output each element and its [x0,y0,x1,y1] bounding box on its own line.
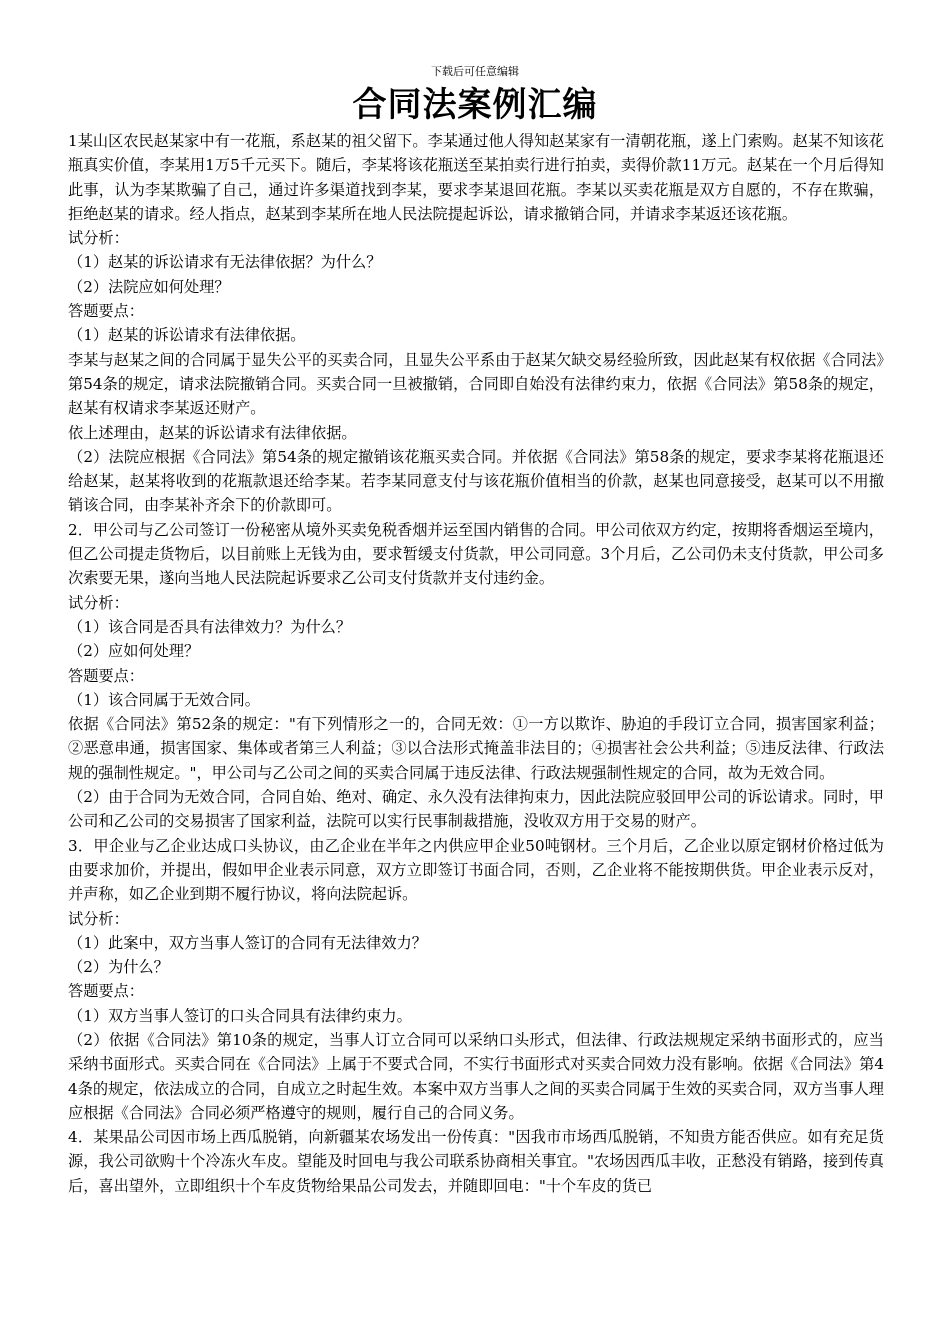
case-3-question-2: （2）为什么？ [68,958,169,977]
case-4-facts: 4．某果品公司因市场上西瓜脱销，向新疆某农场发出一份传真："因我市市场西瓜脱销，不知贵方能否供应。如有充足货源，我公司欲购十个冷冻火车皮。望能及时回电与我公司联系协商相关事宜。"农场因西瓜丰收，正愁没有销路，接到传真后，喜出望外，立即组织十个车皮货物给果品公司发去，并随即回电："十个车皮的货已 [68,1128,884,1195]
header-note: 下载后可任意编辑 [431,65,519,78]
case-1-answer-1-conclusion: 依上述理由，赵某的诉讼请求有法律依据。 [68,423,357,442]
case-1-question-1: （1）赵某的诉讼请求有无法律依据？为什么？ [68,253,382,272]
case-2-answer-1-reason: 依据《合同法》第52条的规定："有下列情形之一的，合同无效：①一方以欺诈、胁迫的手段订立合同，损害国家利益；②恶意串通，损害国家、集体或者第三人利益；③以合法形式掩盖非法目的；④损害社会公共利益；⑤违反法律、行政法规的强制性规定。"，甲公司与乙公司之间的买卖合同属于违反法律、行政法规强制性规定的合同，故为无效合同。 [68,715,884,782]
case-2-analyze-heading: 试分析： [68,593,129,612]
case-2-answer-heading: 答题要点： [68,666,144,685]
case-3-answer-1: （1）双方当事人签订的口头合同具有法律约束力。 [68,1006,412,1025]
case-3-answer-heading: 答题要点： [68,982,144,1001]
case-1-analyze-heading: 试分析： [68,229,129,248]
case-2-question-1: （1）该合同是否具有法律效力？为什么？ [68,617,352,636]
case-3-analyze-heading: 试分析： [68,909,129,928]
case-3-facts: 3．甲企业与乙企业达成口头协议，由乙企业在半年之内供应甲企业50吨钢材。三个月后，乙企业以原定钢材价格过低为由要求加价，并提出，假如甲企业表示同意，双方立即签订书面合同，否则，乙企业将不能按期供货。甲企业表示反对，并声称，如乙企业到期不履行协议，将向法院起诉。 [68,836,884,904]
case-1-question-2: （2）法院应如何处理？ [68,277,230,296]
case-1-facts: 1某山区农民赵某家中有一花瓶，系赵某的祖父留下。李某通过他人得知赵某家有一清朝花瓶，遂上门索购。赵某不知该花瓶真实价值，李某用1万5千元买下。随后，李某将该花瓶送至某拍卖行进行拍卖，卖得价款11万元。赵某在一个月后得知此事，认为李某欺骗了自己，通过许多渠道找到李某，要求李某退回花瓶。李某以买卖花瓶是双方自愿的，不存在欺骗，拒绝赵某的请求。经人指点，赵某到李某所在地人民法院提起诉讼，请求撤销合同，并请求李某返还该花瓶。 [68,132,884,223]
case-2-answer-2: （2）由于合同为无效合同，合同自始、绝对、确定、永久没有法律拘束力，因此法院应驳回甲公司的诉讼请求。同时，甲公司和乙公司的交易损害了国家利益，法院可以实行民事制裁措施，没收双方用于交易的财产。 [68,788,884,831]
case-1-answer-1-reason: 李某与赵某之间的合同属于显失公平的买卖合同，且显失公平系由于赵某欠缺交易经验所致，因此赵某有权依据《合同法》第54条的规定，请求法院撤销合同。买卖合同一旦被撤销，合同即自始没有法律约束力，依据《合同法》第58条的规定，赵某有权请求李某返还财产。 [68,350,884,418]
case-2-question-2: （2）应如何处理？ [68,642,200,661]
case-1-answer-1: （1）赵某的诉讼请求有法律依据。 [68,326,306,345]
document-title: 合同法案例汇编 [352,85,598,125]
case-1-answer-heading: 答题要点： [68,302,144,321]
case-2-facts: 2．甲公司与乙公司签订一份秘密从境外买卖免税香烟并运至国内销售的合同。甲公司依双方约定，按期将香烟运至境内，但乙公司提走货物后，以目前账上无钱为由，要求暂缓支付货款，甲公司同意。3个月后，乙公司仍未支付货款，甲公司多次索要无果，遂向当地人民法院起诉要求乙公司支付货款并支付违约金。 [68,520,884,588]
case-2-answer-1: （1）该合同属于无效合同。 [68,690,260,709]
case-3-question-1: （1）此案中，双方当事人签订的合同有无法律效力？ [68,933,427,952]
case-1-answer-2: （2）法院应根据《合同法》第54条的规定撤销该花瓶买卖合同。并依据《合同法》第58条的规定，要求李某将花瓶退还给赵某，赵某将收到的花瓶款退还给李某。若李某同意支付与该花瓶价值相当的价款，赵某也同意接受，赵某可以不用撤销该合同，由李某补齐余下的价款即可。 [68,447,884,515]
case-3-answer-2: （2）依据《合同法》第10条的规定，当事人订立合同可以采纳口头形式，但法律、行政法规规定采纳书面形式的，应当采纳书面形式。买卖合同在《合同法》上属于不要式合同，不实行书面形式对买卖合同效力没有影响。依据《合同法》第44条的规定，依法成立的合同，自成立之时起生效。本案中双方当事人之间的买卖合同属于生效的买卖合同，双方当事人理应根据《合同法》合同必须严格遵守的规则，履行自己的合同义务。 [68,1030,884,1122]
document-body [68,129,884,1198]
